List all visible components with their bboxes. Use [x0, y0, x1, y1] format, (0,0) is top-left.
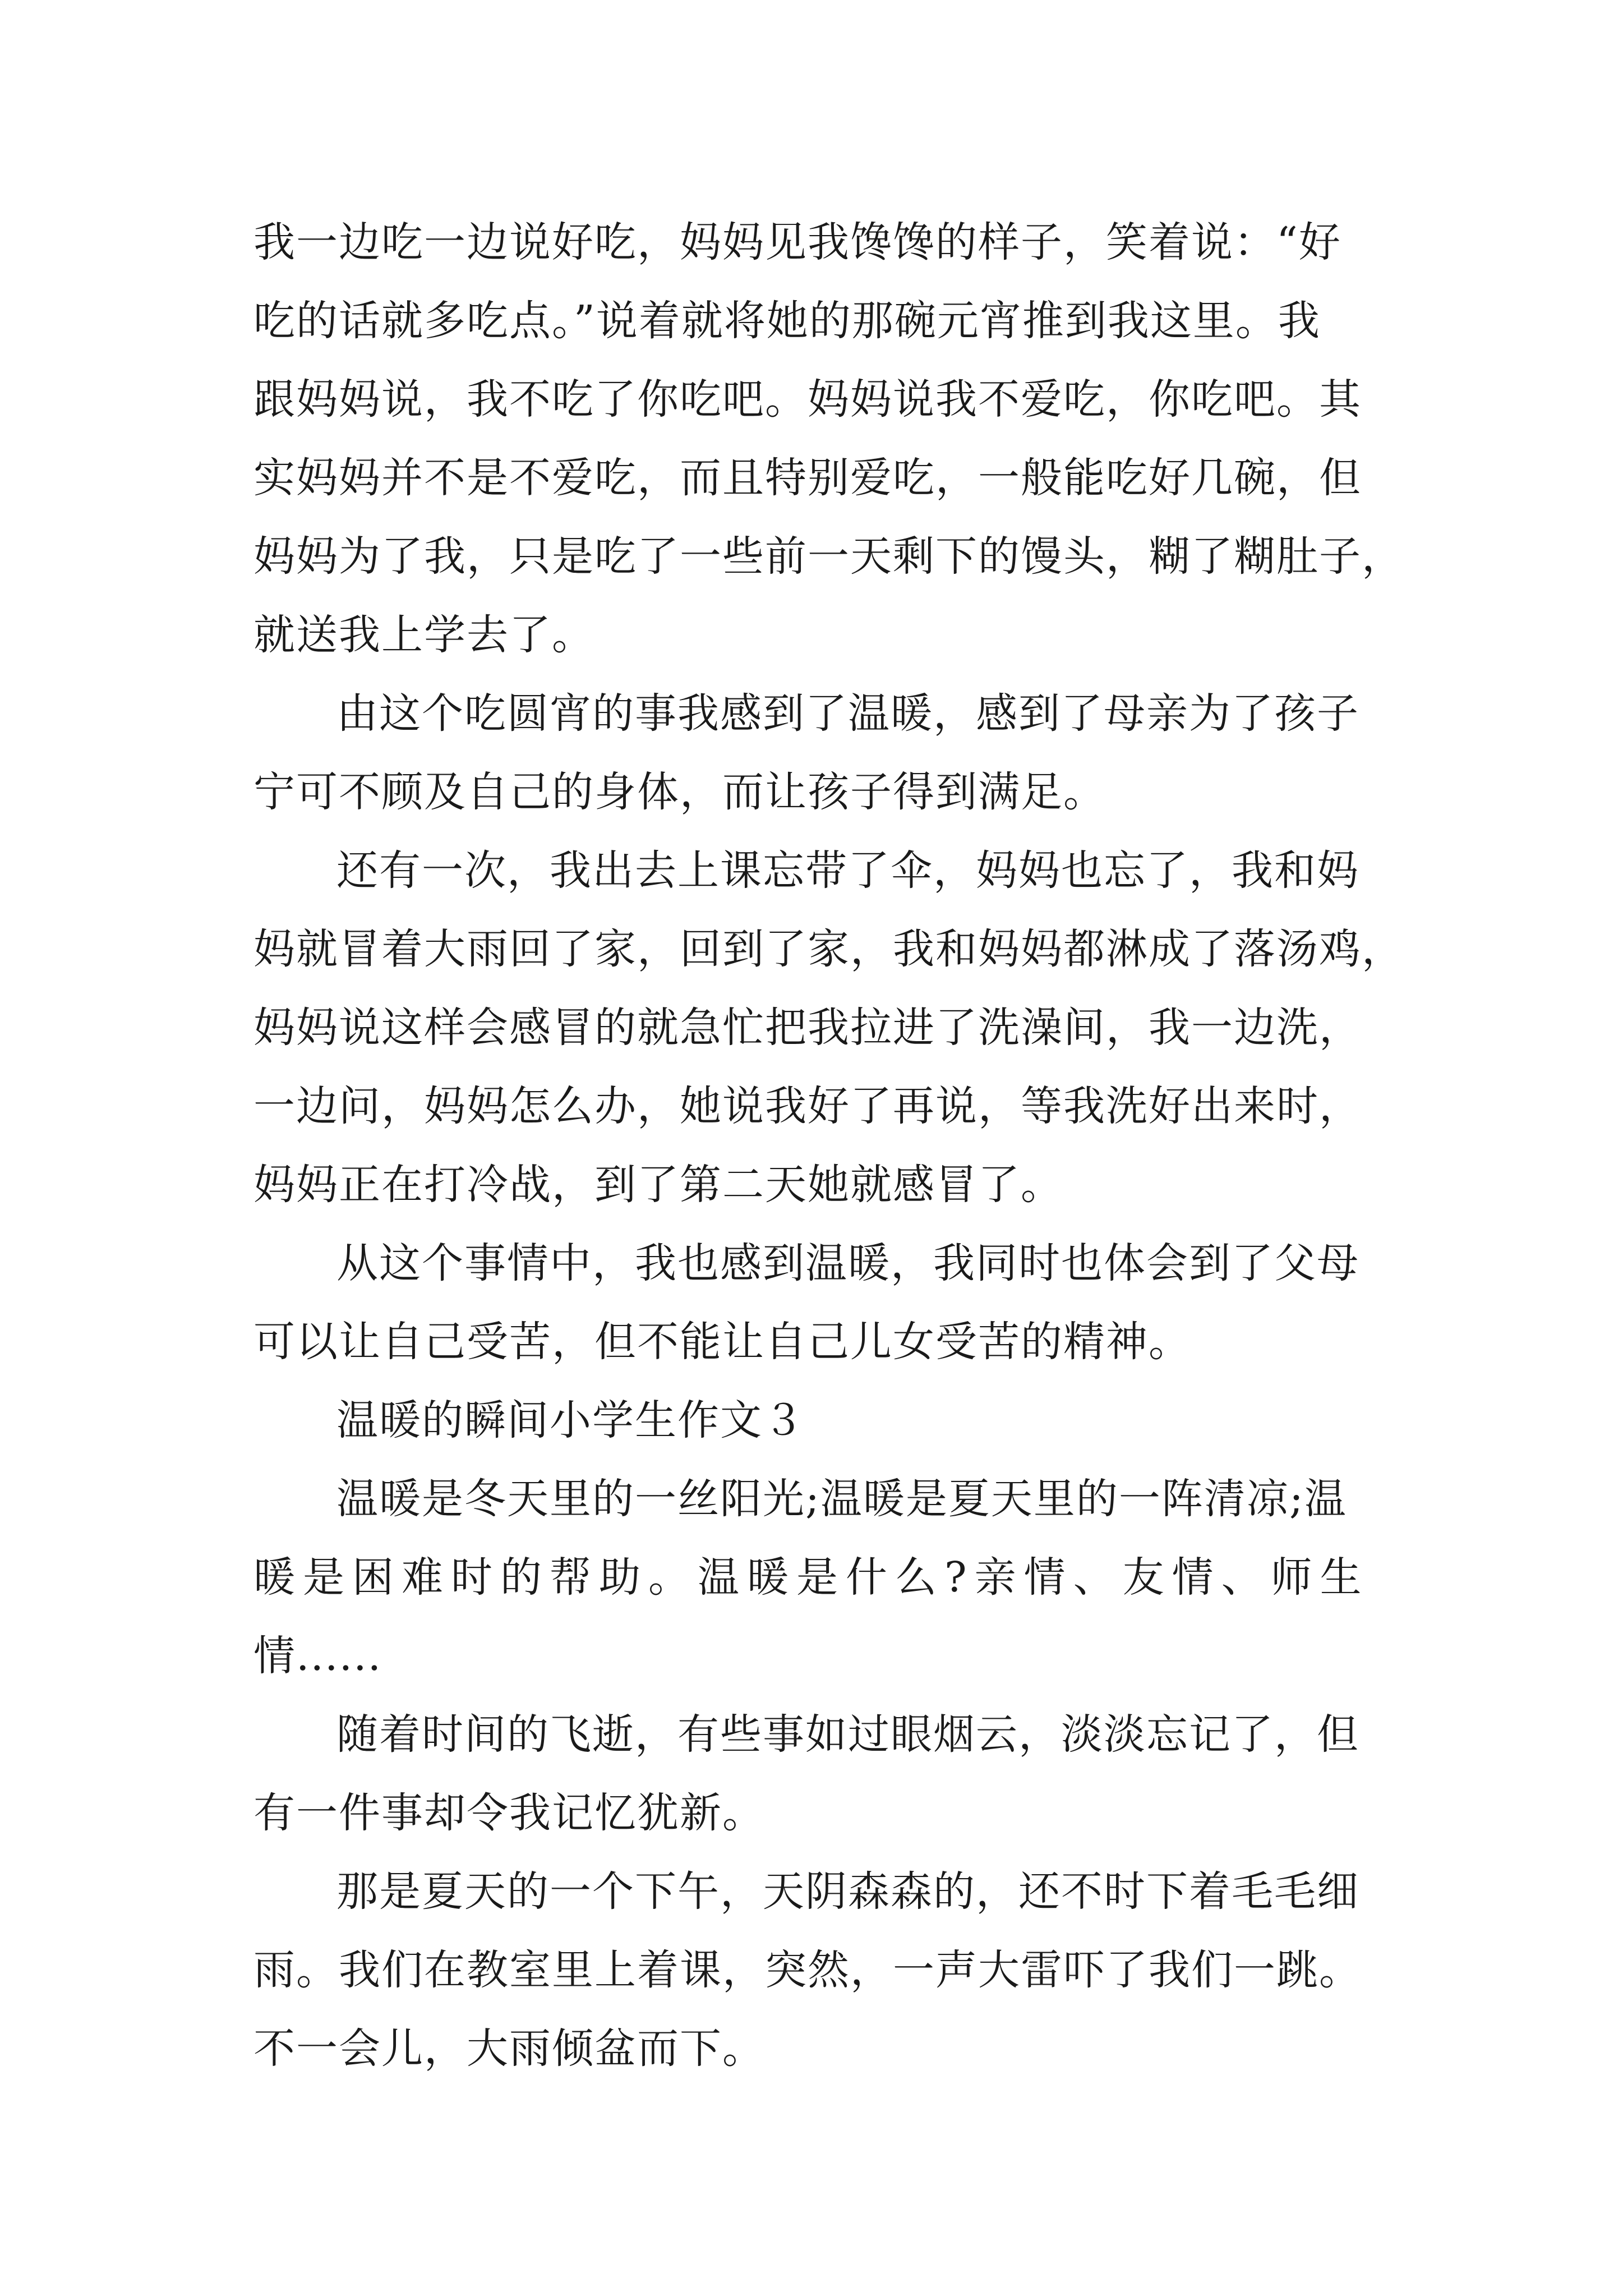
text-line: 宁可不顾及自己的身体，而让孩子得到满足。	[253, 768, 1106, 816]
text-line: 妈就冒着大雨回了家，回到了家，我和妈妈都淋成了落汤鸡，	[253, 925, 1404, 973]
text-line: 暖是困难时的帮助。温暖是什么?亲情、友情、师生	[253, 1553, 1370, 1602]
section-heading: 温暖的瞬间小学生作文３	[336, 1396, 805, 1444]
text-line: 一边问，妈妈怎么办，她说我好了再说，等我洗好出来时，	[253, 1082, 1362, 1130]
text-line: 那是夏天的一个下午，天阴森森的，还不时下着毛毛细	[336, 1867, 1359, 1916]
text-line: 吃的话就多吃点。”说着就将她的那碗元宵推到我这里。我	[253, 297, 1321, 345]
text-line: 跟妈妈说，我不吃了你吃吧。妈妈说我不爱吃，你吃吧。其	[253, 375, 1362, 424]
text-line: 从这个事情中，我也感到温暖，我同时也体会到了父母	[336, 1239, 1359, 1287]
article-body	[253, 203, 1404, 2088]
text-line: 妈妈正在打冷战，到了第二天她就感冒了。	[253, 1161, 1063, 1209]
text-line: 不一会儿，大雨倾盆而下。	[253, 2024, 765, 2073]
text-line: 雨。我们在教室里上着课，突然，一声大雷吓了我们一跳。	[253, 1946, 1362, 1994]
text-line: 我一边吃一边说好吃，妈妈见我馋馋的样子，笑着说：“好	[253, 218, 1341, 266]
text-line: 就送我上学去了。	[253, 611, 594, 659]
text-line: 可以让自己受苦，但不能让自己儿女受苦的精神。	[253, 1318, 1191, 1366]
text-line: 情......	[253, 1632, 382, 1680]
text-line: 还有一次，我出去上课忘带了伞，妈妈也忘了，我和妈	[336, 846, 1359, 895]
text-line: 妈妈为了我，只是吃了一些前一天剩下的馒头，糊了糊肚子，	[253, 532, 1404, 581]
text-line: 实妈妈并不是不爱吃，而且特别爱吃，一般能吃好几碗，但	[253, 454, 1362, 502]
text-line: 随着时间的飞逝，有些事如过眼烟云，淡淡忘记了，但	[336, 1710, 1359, 1759]
text-line: 有一件事却令我记忆犹新。	[253, 1789, 765, 1837]
text-line: 温暖是冬天里的一丝阳光;温暖是夏天里的一阵清凉;温	[336, 1475, 1347, 1523]
text-line: 由这个吃圆宵的事我感到了温暖，感到了母亲为了孩子	[336, 689, 1359, 738]
text-line: 妈妈说这样会感冒的就急忙把我拉进了洗澡间，我一边洗，	[253, 1004, 1362, 1052]
